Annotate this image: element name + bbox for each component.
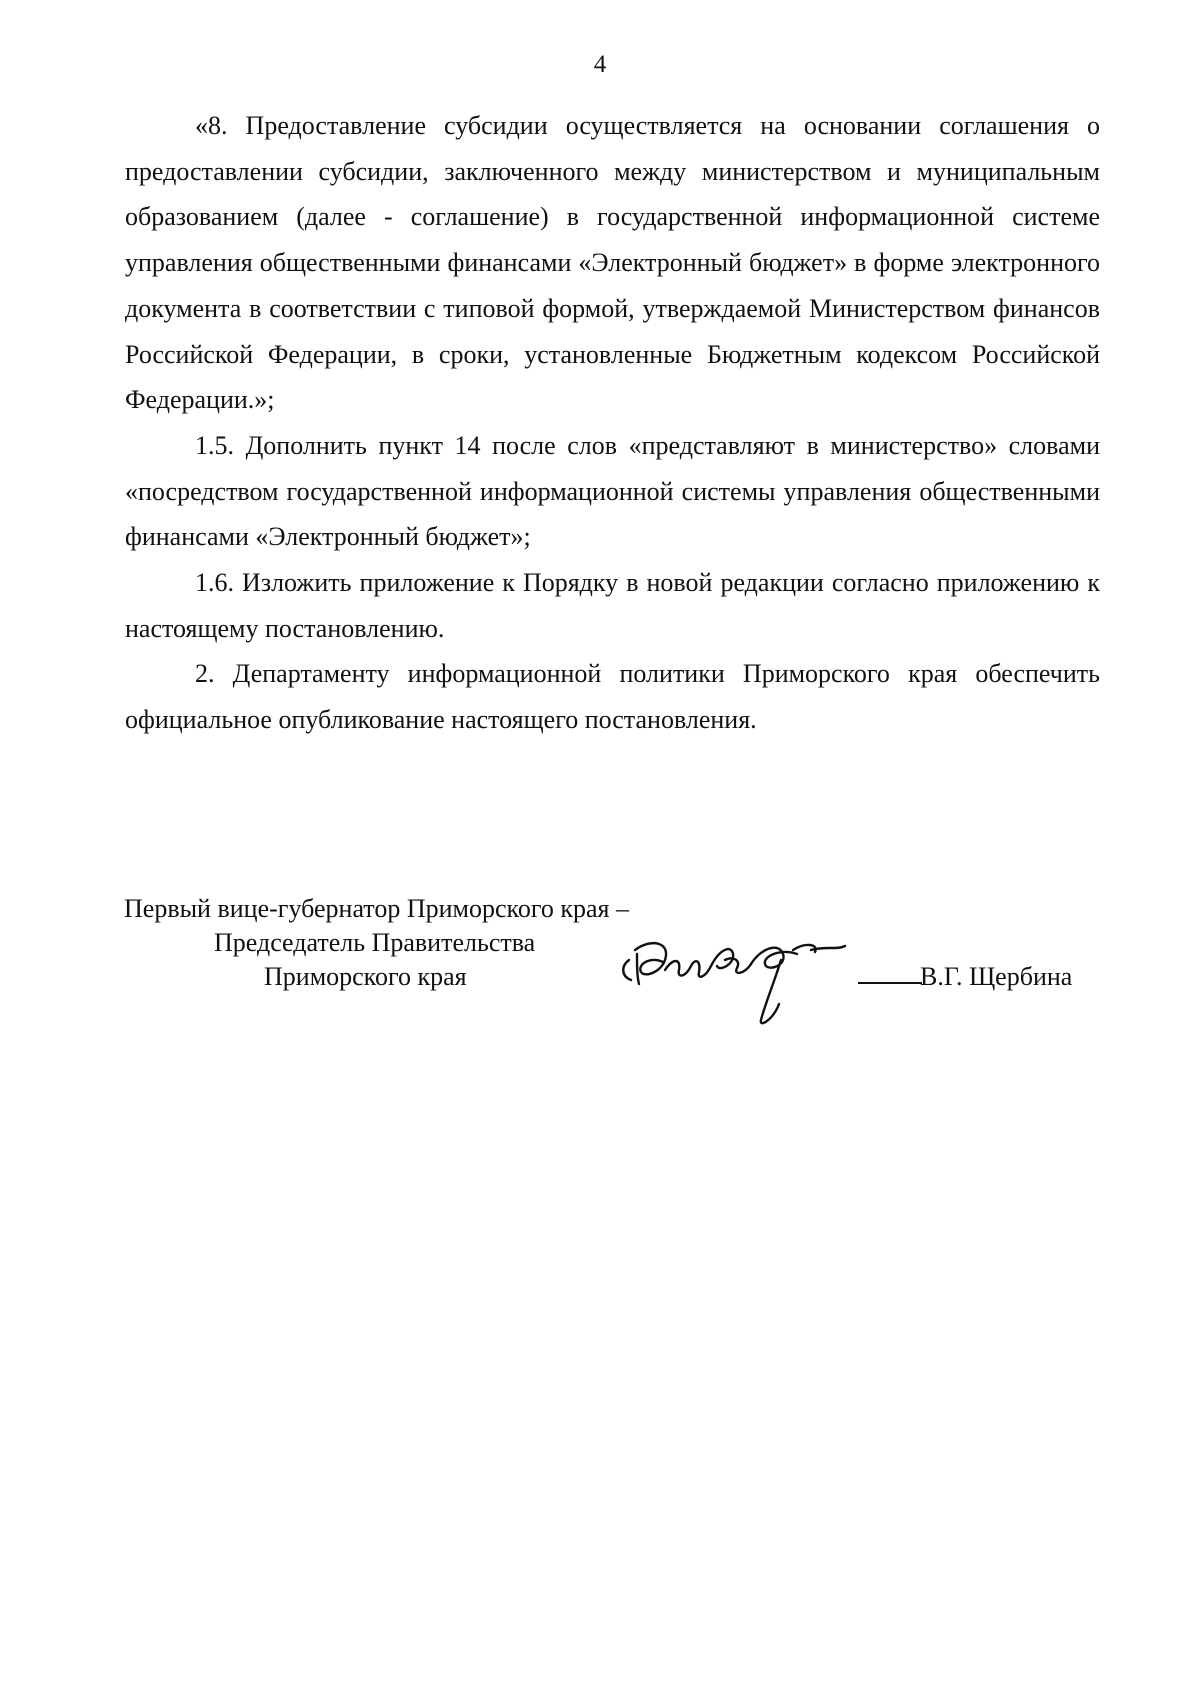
signature-line <box>858 982 922 984</box>
document-body <box>125 103 1100 743</box>
page-number: 4 <box>593 51 607 78</box>
paragraph-1-6: 1.6. Изложить приложение к Порядку в новой редакции согласно приложению к настоящему постановлению. <box>125 568 1100 643</box>
paragraph-1-5: 1.5. Дополнить пункт 14 после слов «представляют в министерство» словами «посредством государственной информационной системы управления общественными финансами «Электронный бюджет»; <box>125 430 1100 552</box>
signer-name: В.Г. Щербина <box>920 962 1073 991</box>
signer-title-line-2: Председатель Правительства <box>214 928 536 957</box>
paragraph-2: 2. Департаменту информационной политики Приморского края обеспечить официальное опубликование настоящего постановления. <box>125 659 1100 735</box>
signer-title-line-1: Первый вице-губернатор Приморского края – <box>124 894 629 923</box>
paragraph-clause-8: «8. Предоставление субсидии осуществляется на основании соглашения о предоставлении субсидии, заключенного между министерством и муниципальным образованием (далее - соглашение) в государственной информационной системе управления общественными финансами «Электронный бюджет» в форме электронного документа в соответствии с типовой формой, утверждаемой Министерством финансов Российской Федерации, в сроки, установленные Бюджетным кодексом Российской Федерации.»; <box>125 111 1100 415</box>
signer-title-line-3: Приморского края <box>264 962 467 991</box>
handwritten-signature-icon <box>615 920 855 1030</box>
